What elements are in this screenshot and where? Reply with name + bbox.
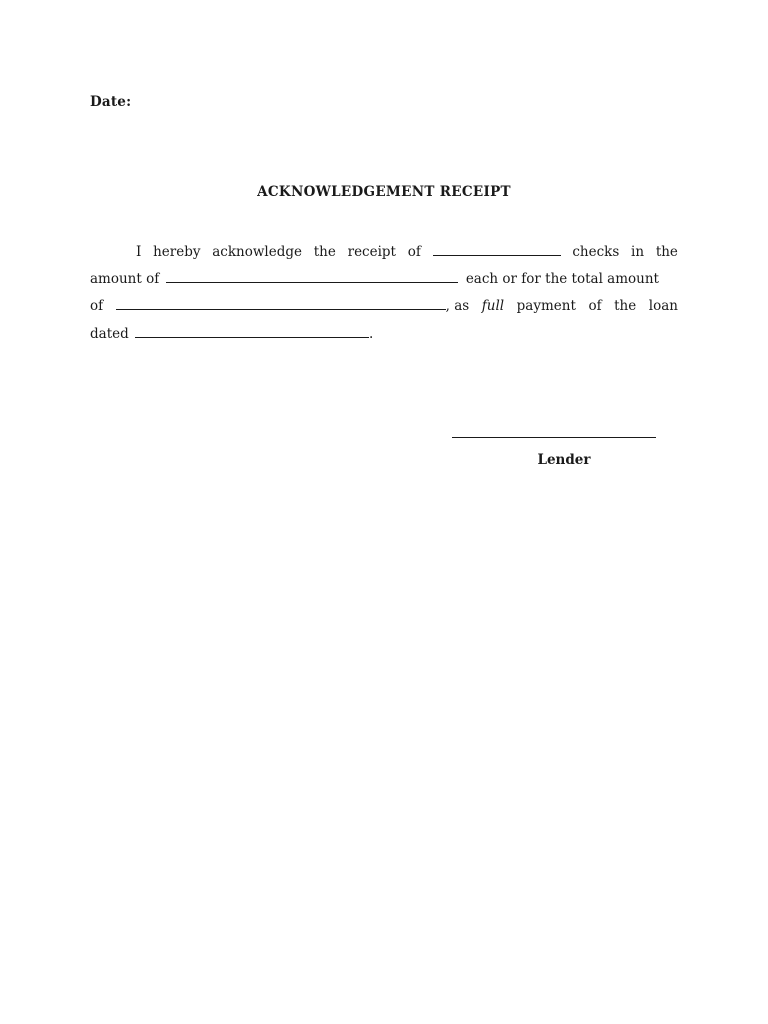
word: the bbox=[313, 244, 336, 260]
word: of bbox=[90, 298, 104, 314]
word: of bbox=[588, 298, 602, 314]
amount-each-blank[interactable] bbox=[166, 269, 458, 283]
paragraph-line-4 bbox=[90, 324, 678, 344]
date-label: Date: bbox=[90, 94, 132, 110]
period: . bbox=[369, 326, 374, 342]
paragraph-line-3 bbox=[90, 296, 678, 316]
word: the bbox=[655, 244, 678, 260]
word: the bbox=[614, 298, 637, 314]
word: hereby bbox=[153, 244, 201, 260]
loan-date-blank[interactable] bbox=[135, 324, 369, 338]
amount-each-label: amount of bbox=[90, 271, 160, 287]
document-title: ACKNOWLEDGEMENT RECEIPT bbox=[257, 184, 511, 200]
dated-label: dated bbox=[90, 326, 129, 342]
paragraph-line-1 bbox=[136, 242, 678, 262]
full-emphasis: full bbox=[481, 298, 505, 314]
word: I bbox=[136, 244, 142, 260]
total-amount-blank[interactable] bbox=[116, 296, 446, 310]
checks-count-blank[interactable] bbox=[433, 242, 561, 256]
total-amount-label: each or for the total amount bbox=[465, 271, 659, 287]
word: payment bbox=[516, 298, 576, 314]
word: loan bbox=[648, 298, 678, 314]
signature-line[interactable] bbox=[452, 437, 656, 438]
lender-label: Lender bbox=[537, 452, 591, 468]
word: of bbox=[407, 244, 421, 260]
word: in bbox=[631, 244, 645, 260]
word: checks bbox=[572, 244, 620, 260]
word: receipt bbox=[347, 244, 396, 260]
word: acknowledge bbox=[212, 244, 302, 260]
word: , as bbox=[445, 298, 470, 314]
paragraph-line-2 bbox=[90, 269, 678, 289]
